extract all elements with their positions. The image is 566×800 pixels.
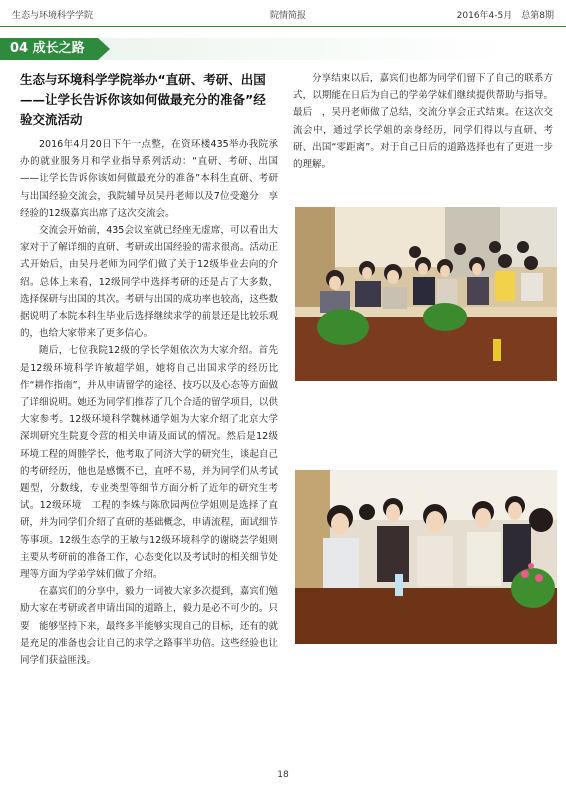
page-number: 18 xyxy=(277,770,289,780)
article-paragraph: 分享结束以后，嘉宾们也都为同学们留下了自己的联系方式，以期能在日后为自己的学弟学妹们继续提供帮助与指导。最后 ，吴丹老师做了总结，交流分享会正式结束。在这次交流会中，通过学长学姐的亲身经历，同学们得以与直研、考研、出国“零距离”。对于自己日后的道路选择也有了更进一步的理解。 xyxy=(293,73,553,171)
article-paragraph: 在嘉宾们的分享中，毅力一词被大家多次提到，嘉宾们勉励大家在考研或者申请出国的道路上，毅力是必不可少的。只要 能够坚持下来，最终多半能够实现自己的目标，还有的就是充足的准备也会让自己的求学之路事半功倍。这些经验也让同学们获益匪浅。 xyxy=(20,586,278,667)
article-right-column xyxy=(293,70,553,173)
article-title: 生态与环境科学学院举办“直研、考研、出国——让学长告诉你该如何做最充分的准备”经验交流活动 xyxy=(20,72,266,127)
event-photo-audience xyxy=(295,207,557,381)
article-left-column xyxy=(20,70,278,669)
section-title: 04 成长之路 xyxy=(0,38,98,60)
header-issue-info: 2016年4-5月 总第8期 xyxy=(456,11,554,21)
article-paragraph: 交流会开始前，435会议室就已经座无虚席，可以看出大家对于了解详细的直研、考研或出国经验的需求很高。活动正式开始后，由吴丹老师为同学们做了关于12级毕业去向的介绍。总体上来看，12级同学中选择考研的还是占了大多数，选择保研与出国的其次。考研与出国的成功率也较高，这些数据说明了本院本科生毕业后选择继续求学的前景还是比较乐观的，也给大家带来了更多信心。 xyxy=(20,225,278,340)
header-publication-name: 院情简报 xyxy=(270,11,307,21)
event-photo-speakers xyxy=(295,470,557,644)
page-header xyxy=(0,0,566,27)
article-paragraph: 2016年4月20日下午一点整，在资环楼435举办我院承办的就业服务月和学业指导系列活动：“直研、考研、出国——让学长告诉你该如何做最充分的准备”本科生直研、考研与出国经验交流会，我院辅导员吴丹老师以及7位受邀分 享经验的12级嘉宾出席了这次交流会。 xyxy=(20,139,278,219)
header-divider xyxy=(0,26,566,27)
article-paragraph: 随后，七位我院12级的学长学姐依次为大家介绍。首先是12级环境科学许敏超学姐，她将自己出国求学的经历比作“耕作指南”，并从申请留学的途径、技巧以及心态等方面做了详细说明。她还为同学们推荐了几个合适的留学项目，以供大家参考。12级环境科学魏林通学姐为大家介绍了北京大学深圳研究生院夏令营的相关申请及面试的情况。然后是12级环境工程的周塍学长，他考取了同济大学的研究生，谈起自己的考研经历，他也是感慨不已，直呼不易，并为同学们从考试题型，分数线，专业类型等细节方面分析了近年的研究生考试。12级环境 工程的李姝与陈欣园两位学姐则是选择了直研，并为同学们介绍了直研的基础概念，申请流程，面试细节等事项。12级生态学的王敏与12级环境科学的谢晓芸学姐则主要从考研前的准备工作，心态变化以及考试时的相关细节处理等方面为学弟学妹们做了介绍。 xyxy=(20,345,278,581)
header-org-name: 生态与环境科学学院 xyxy=(12,11,94,21)
